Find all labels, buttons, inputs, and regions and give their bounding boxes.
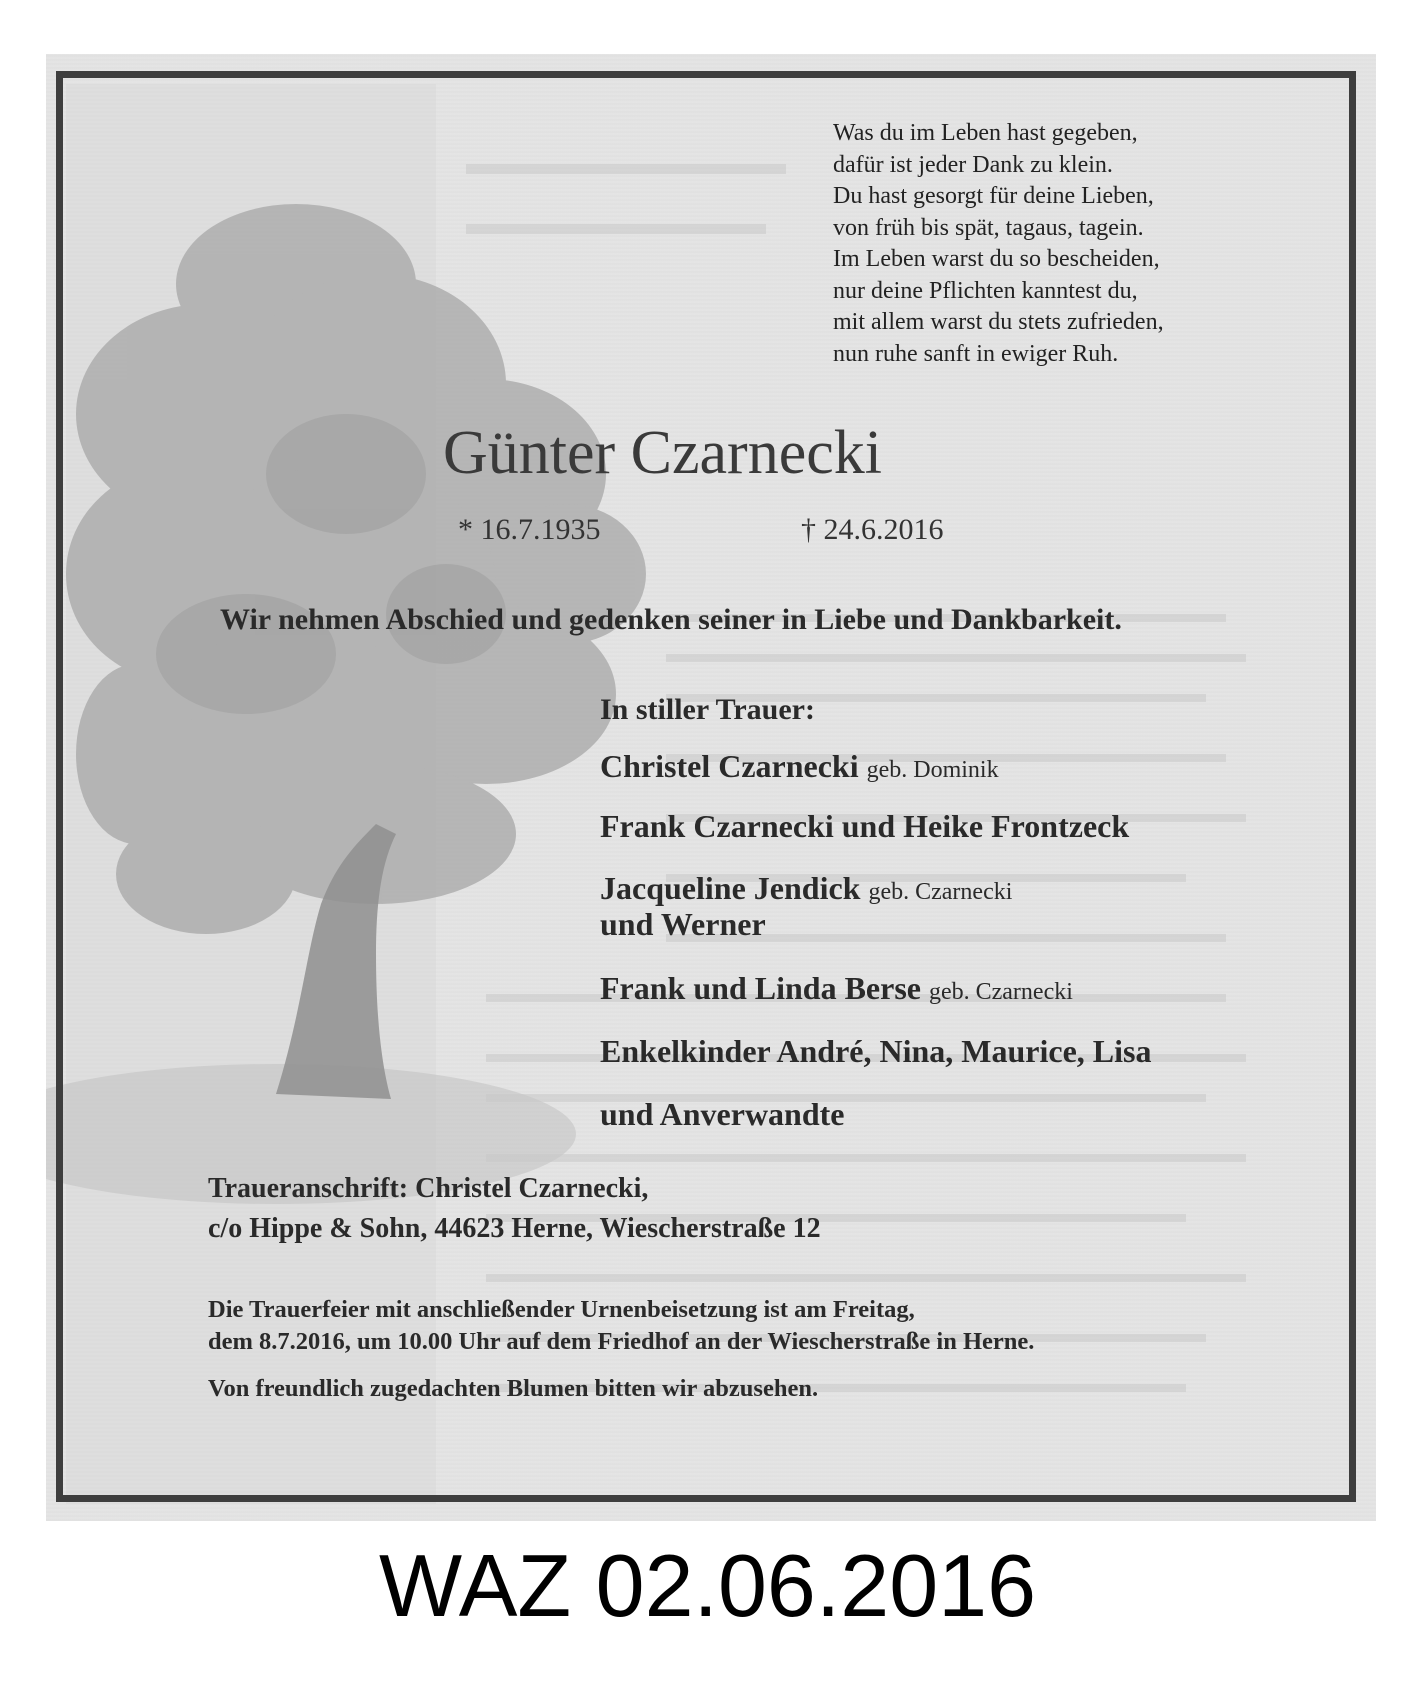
poem-line: Im Leben warst du so bescheiden, <box>833 246 1160 272</box>
maiden-name: geb. Czarnecki <box>928 979 1073 1005</box>
mourning-address-line: c/o Hippe & Sohn, 44623 Herne, Wiescherstraße 12 <box>208 1213 821 1244</box>
death-date: † 24.6.2016 <box>801 513 944 546</box>
mourner-name: und Werner <box>600 906 766 942</box>
mourner-entry <box>600 870 1012 907</box>
ceremony-text-line: dem 8.7.2016, um 10.00 Uhr auf dem Friedhof an der Wiescherstraße in Herne. <box>208 1328 1035 1355</box>
poem-line: nur deine Pflichten kanntest du, <box>833 277 1138 304</box>
mourner-entry <box>600 748 999 785</box>
newspaper-clipping <box>46 54 1376 1521</box>
poem-line: dafür ist jeder Dank zu klein. <box>833 151 1113 178</box>
mourners-heading: In stiller Trauer: <box>600 693 815 726</box>
mourner-name: Frank Czarnecki und Heike Frontzeck <box>600 808 1130 844</box>
flowers-note: Von freundlich zugedachten Blumen bitten wir abzusehen. <box>208 1375 819 1402</box>
poem-line: Du hast gesorgt für deine Lieben, <box>833 183 1154 209</box>
birth-date: * 16.7.1935 <box>458 513 601 546</box>
mourner-entry-continued <box>600 906 766 943</box>
poem-line: Was du im Leben hast gegeben, <box>833 120 1138 146</box>
mourner-entry <box>600 808 1129 845</box>
mourner-entry <box>600 1033 1151 1070</box>
poem-line: nun ruhe sanft in ewiger Ruh. <box>833 340 1119 367</box>
deceased-name: Günter Czarnecki <box>443 419 882 487</box>
mourner-name: Christel Czarnecki <box>600 748 859 784</box>
farewell-text: Wir nehmen Abschied und gedenken seiner in Liebe und Dankbarkeit. <box>220 603 1122 636</box>
maiden-name: geb. Czarnecki <box>868 879 1013 905</box>
ceremony-text-line: Die Trauerfeier mit anschließender Urnenbeisetzung ist am Freitag, <box>208 1296 915 1323</box>
mourner-name: und Anverwandte <box>600 1096 845 1132</box>
source-caption: WAZ 02.06.2016 <box>378 1536 1037 1635</box>
mourner-entry <box>600 970 1073 1007</box>
mourning-address-line: Traueranschrift: Christel Czarnecki, <box>208 1173 649 1204</box>
obituary-frame <box>56 71 1356 1502</box>
poem-line: von früh bis spät, tagaus, tagein. <box>833 214 1144 241</box>
memorial-poem <box>833 118 1164 370</box>
mourner-name: Enkelkinder André, Nina, Maurice, Lisa <box>600 1033 1152 1069</box>
mourner-entry <box>600 1096 845 1133</box>
mourner-name: Jacqueline Jendick <box>600 870 861 906</box>
maiden-name: geb. Dominik <box>866 757 999 783</box>
mourner-name: Frank und Linda Berse <box>600 970 921 1006</box>
poem-line: mit allem warst du stets zufrieden, <box>833 309 1164 335</box>
